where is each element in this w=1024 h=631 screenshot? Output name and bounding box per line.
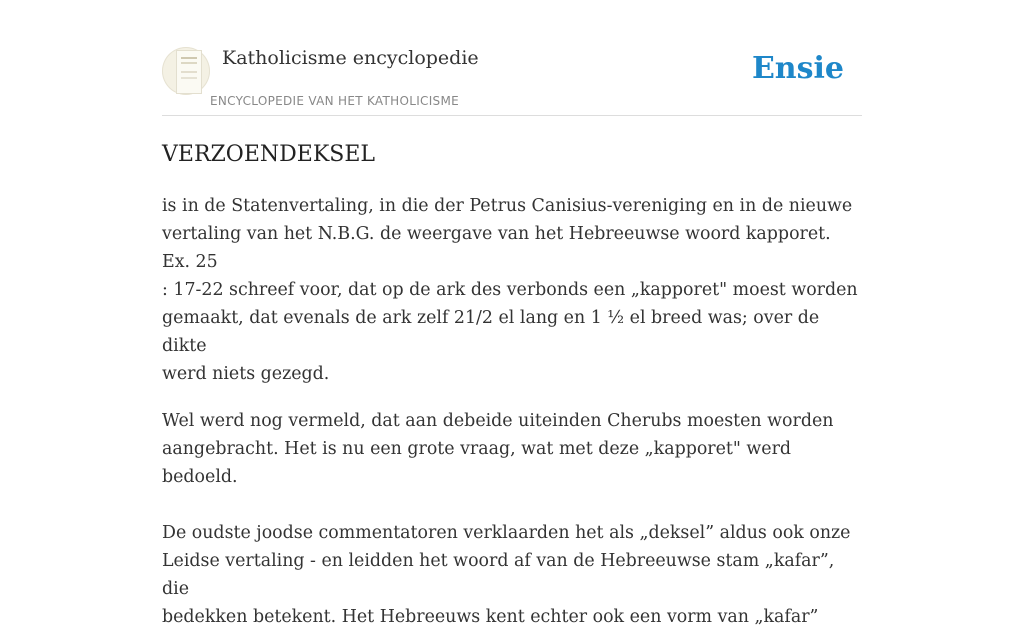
article-paragraph: Wel werd nog vermeld, dat aan debeide uiteinden Cherubs moesten worden aangebracht. Het is nu een grote vraag, wat met deze „kapporet" werd bedoeld. (162, 411, 834, 487)
article-paragraph: De oudste joodse commentatoren verklaarden het als „deksel” aldus ook onze Leidse vertaling - en leidden het woord af van de Hebreeuwse stam „kafar”, die bedekken betekent. Het Hebreeuws kent echter ook een vorm van „kafar” (162, 523, 851, 627)
article-body (162, 192, 862, 631)
page (162, 0, 862, 627)
article-paragraph: is in de Statenvertaling, in die der Petrus Canisius-vereniging en in de nieuwe vertaling van het N.B.G. de weergave van het Hebreeuwse woord kapporet. Ex. 25 : 17-22 schreef voor, dat op de ark des verbonds een „kapporet" moest worden gemaakt, dat evenals de ark zelf 21/2 el lang en 1 ½ el breed was; over de dikte werd niets gezegd. (162, 196, 858, 384)
site-subtitle: ENCYCLOPEDIE VAN HET KATHOLICISME (210, 94, 459, 108)
site-title[interactable]: Katholicisme encyclopedie (222, 47, 479, 69)
book-cover-image (176, 50, 202, 94)
book-cover-icon[interactable] (162, 47, 210, 95)
article-headword: VERZOENDEKSEL (162, 142, 376, 167)
brand-logo[interactable]: Ensie (751, 51, 844, 86)
site-header (162, 0, 862, 116)
